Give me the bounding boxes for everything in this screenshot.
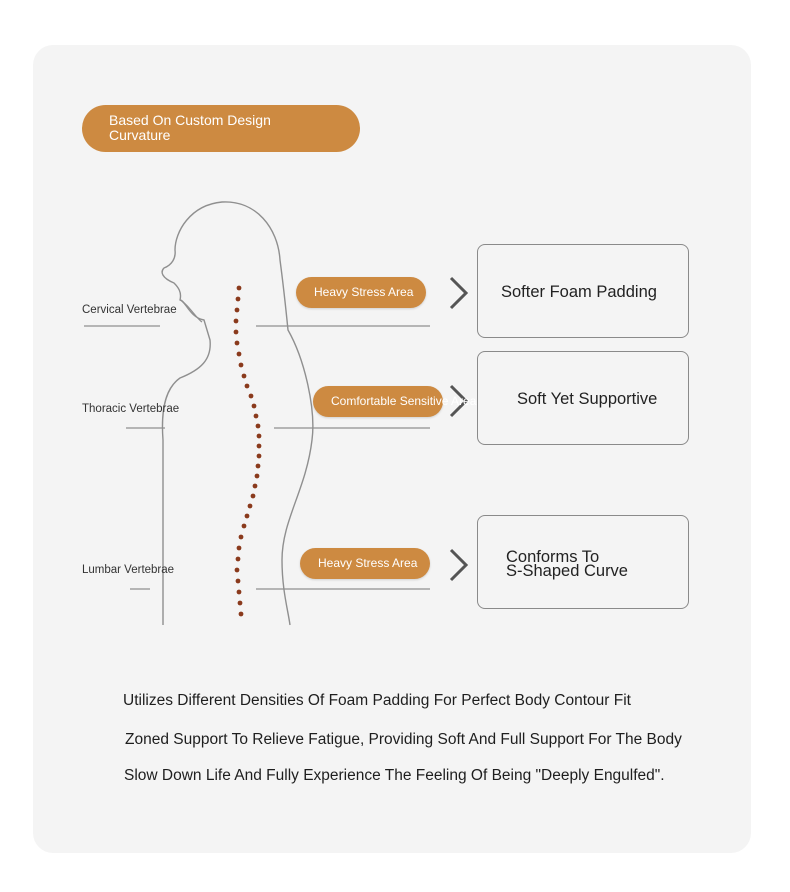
feature-line-2: Zoned Support To Relieve Fatigue, Providing Soft And Full Support For The Body xyxy=(125,731,682,748)
header-title-line2: Curvature xyxy=(109,127,171,143)
header-title-line1: Based On Custom Design xyxy=(109,112,271,128)
box-conforms-s-curve xyxy=(477,515,689,609)
box-text-line1: Conforms To xyxy=(506,548,600,566)
label-cervical: Cervical Vertebrae xyxy=(82,304,177,316)
chevron-right-icon xyxy=(451,550,466,580)
body-outline xyxy=(162,202,313,625)
tag-text: Heavy Stress Area xyxy=(318,556,418,570)
tag-heavy-stress-lumbar xyxy=(300,548,430,579)
tag-text: Comfortable Sensitive Area xyxy=(331,394,477,408)
label-lumbar: Lumbar Vertebrae xyxy=(82,564,175,576)
box-soft-supportive xyxy=(477,351,689,445)
box-text: Softer Foam Padding xyxy=(501,283,657,301)
tag-comfortable-sensitive xyxy=(313,386,477,417)
chevron-right-icon xyxy=(451,278,466,308)
label-thoracic: Thoracic Vertebrae xyxy=(82,403,180,415)
feature-line-1: Utilizes Different Densities Of Foam Padding For Perfect Body Contour Fit xyxy=(123,692,631,709)
spine-dots xyxy=(234,286,262,617)
box-text: Soft Yet Supportive xyxy=(517,390,658,408)
tag-heavy-stress-cervical xyxy=(296,277,426,308)
tag-text: Heavy Stress Area xyxy=(314,285,414,299)
box-softer-foam xyxy=(477,244,689,338)
box-text-line2: S-Shaped Curve xyxy=(506,562,628,580)
feature-line-3: Slow Down Life And Fully Experience The Feeling Of Being "Deeply Engulfed". xyxy=(124,767,665,784)
